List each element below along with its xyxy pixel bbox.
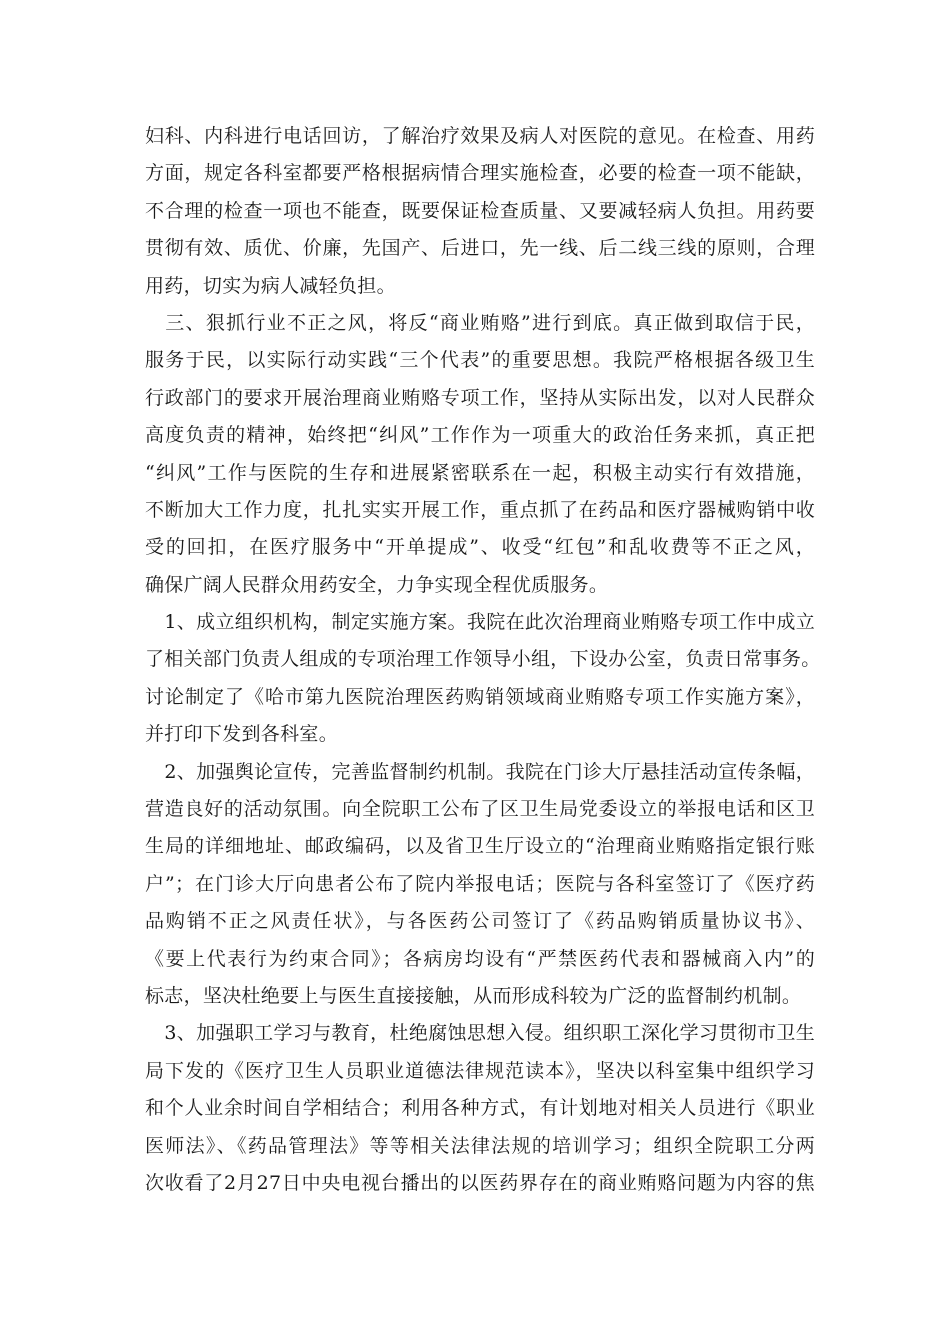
text-line: 讨论制定了《哈市第九医院治理医药购销领域商业贿赂专项工作实施方案》， xyxy=(145,685,815,708)
text-line: 《要上代表行为约束合同》；各病房均设有“严禁医药代表和器械商入内”的 xyxy=(145,947,815,970)
text-line: 品购销不正之风责任状》，与各医药公司签订了《药品购销质量协议书》、 xyxy=(145,910,815,933)
text-line: 不合理的检查一项也不能查，既要保证检查质量、又要减轻病人负担。用药要 xyxy=(145,199,815,222)
text-line: 次收看了2月27日中央电视台播出的以医药界存在的商业贿赂问题为内容的焦 xyxy=(145,1171,815,1194)
text-line: 3、加强职工学习与教育，杜绝腐蚀思想入侵。组织职工深化学习贯彻市卫生 xyxy=(145,1022,815,1045)
text-line: 服务于民，以实际行动实践“三个代表”的重要思想。我院严格根据各级卫生 xyxy=(145,349,815,372)
text-line: 营造良好的活动氛围。向全院职工公布了区卫生局党委设立的举报电话和区卫 xyxy=(145,798,815,821)
text-line: 不断加大工作力度，扎扎实实开展工作，重点抓了在药品和医疗器械购销中收 xyxy=(145,498,815,521)
text-line: 并打印下发到各科室。 xyxy=(145,723,339,746)
text-line: 医师法》、《药品管理法》等等相关法律法规的培训学习；组织全院职工分两 xyxy=(145,1134,815,1157)
text-line: “纠风”工作与医院的生存和进展紧密联系在一起，积极主动实行有效措施， xyxy=(145,461,815,484)
text-line: 行政部门的要求开展治理商业贿赂专项工作，坚持从实际出发，以对人民群众 xyxy=(145,386,815,409)
text-line: 户”；在门诊大厅向患者公布了院内举报电话；医院与各科室签订了《医疗药 xyxy=(145,872,815,895)
text-line: 标志，坚决杜绝要上与医生直接接触，从而形成科较为广泛的监督制约机制。 xyxy=(145,984,802,1007)
text-line: 用药，切实为病人减轻负担。 xyxy=(145,274,396,297)
text-line: 生局的详细地址、邮政编码，以及省卫生厅设立的“治理商业贿赂指定银行账 xyxy=(145,835,815,858)
document-body xyxy=(145,118,821,1202)
text-line: 1、成立组织机构，制定实施方案。我院在此次治理商业贿赂专项工作中成立 xyxy=(145,611,815,634)
text-line: 2、加强舆论宣传，完善监督制约机制。我院在门诊大厅悬挂活动宣传条幅， xyxy=(145,760,815,783)
text-line: 局下发的《医疗卫生人员职业道德法律规范读本》，坚决以科室集中组织学习 xyxy=(145,1059,815,1082)
text-line: 三、狠抓行业不正之风，将反“商业贿赂”进行到底。真正做到取信于民， xyxy=(145,311,815,334)
text-line: 高度负责的精神，始终把“纠风”工作作为一项重大的政治任务来抓，真正把 xyxy=(145,424,815,447)
text-line: 确保广阔人民群众用药安全，力争实现全程优质服务。 xyxy=(145,573,609,596)
text-line: 妇科、内科进行电话回访，了解治疗效果及病人对医院的意见。在检查、用药 xyxy=(145,125,815,147)
text-line: 贯彻有效、质优、价廉，先国产、后进口，先一线、后二线三线的原则，合理 xyxy=(145,237,815,260)
text-line: 受的回扣，在医疗服务中“开单提成”、收受“红包”和乱收费等不正之风， xyxy=(145,536,815,559)
text-line: 了相关部门负责人组成的专项治理工作领导小组，下设办公室，负责日常事务。 xyxy=(145,648,821,671)
text-line: 和个人业余时间自学相结合；利用各种方式，有计划地对相关人员进行《职业 xyxy=(145,1097,815,1120)
text-line: 方面，规定各科室都要严格根据病情合理实施检查，必要的检查一项不能缺， xyxy=(145,162,815,185)
